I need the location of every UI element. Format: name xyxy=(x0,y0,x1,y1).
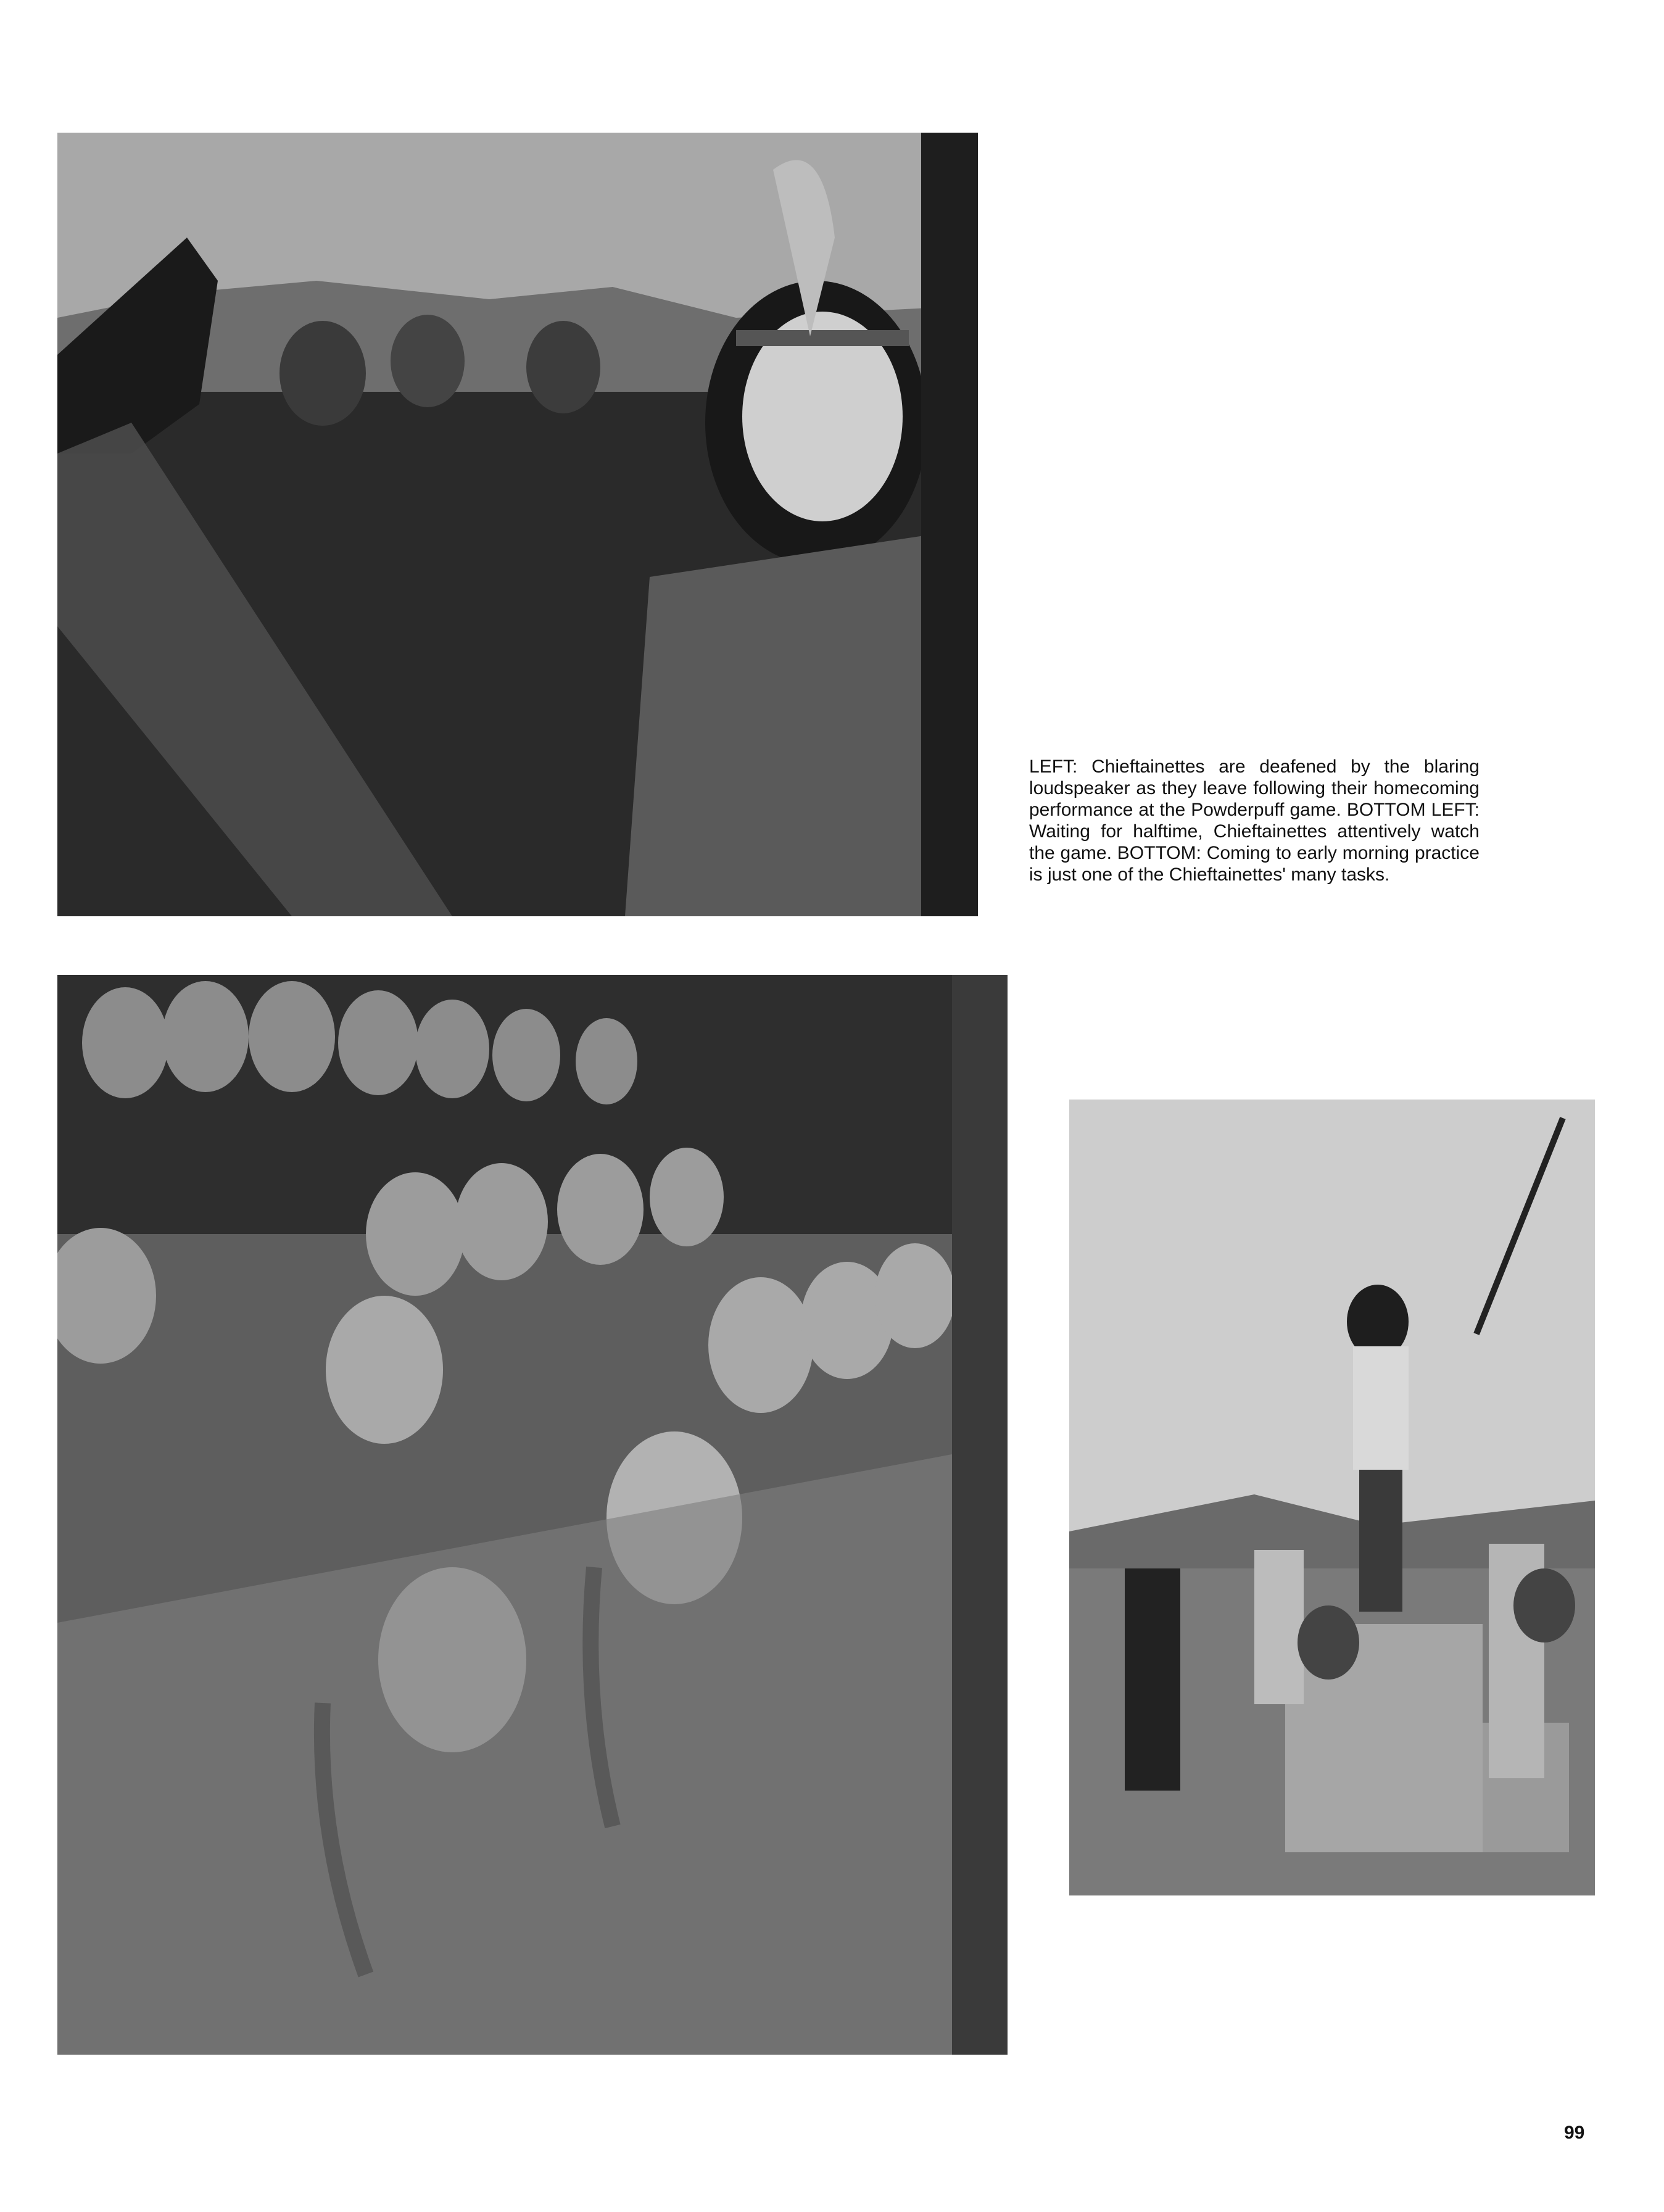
photo-top-illustration xyxy=(57,133,978,916)
photo-caption: LEFT: Chieftainettes are deafened by the blaring loudspeaker as they leave following their homecoming performance at the Powderpuff game. BOTTOM LEFT: Waiting for halftime, Chieftainettes attentively watch the game. BOTTOM: Coming to early morning practice is just one of the Chieftainettes' many tasks. xyxy=(1029,756,1480,885)
photo-bottom-left-illustration xyxy=(57,975,1008,2055)
page-number: 99 xyxy=(1564,2123,1585,2143)
photo-chieftainettes-loudspeaker xyxy=(57,133,978,916)
photo-chieftainettes-seated xyxy=(57,975,1008,2055)
photo-chieftainettes-practice xyxy=(1069,1100,1595,1895)
photo-bottom-right-illustration xyxy=(1069,1100,1595,1895)
